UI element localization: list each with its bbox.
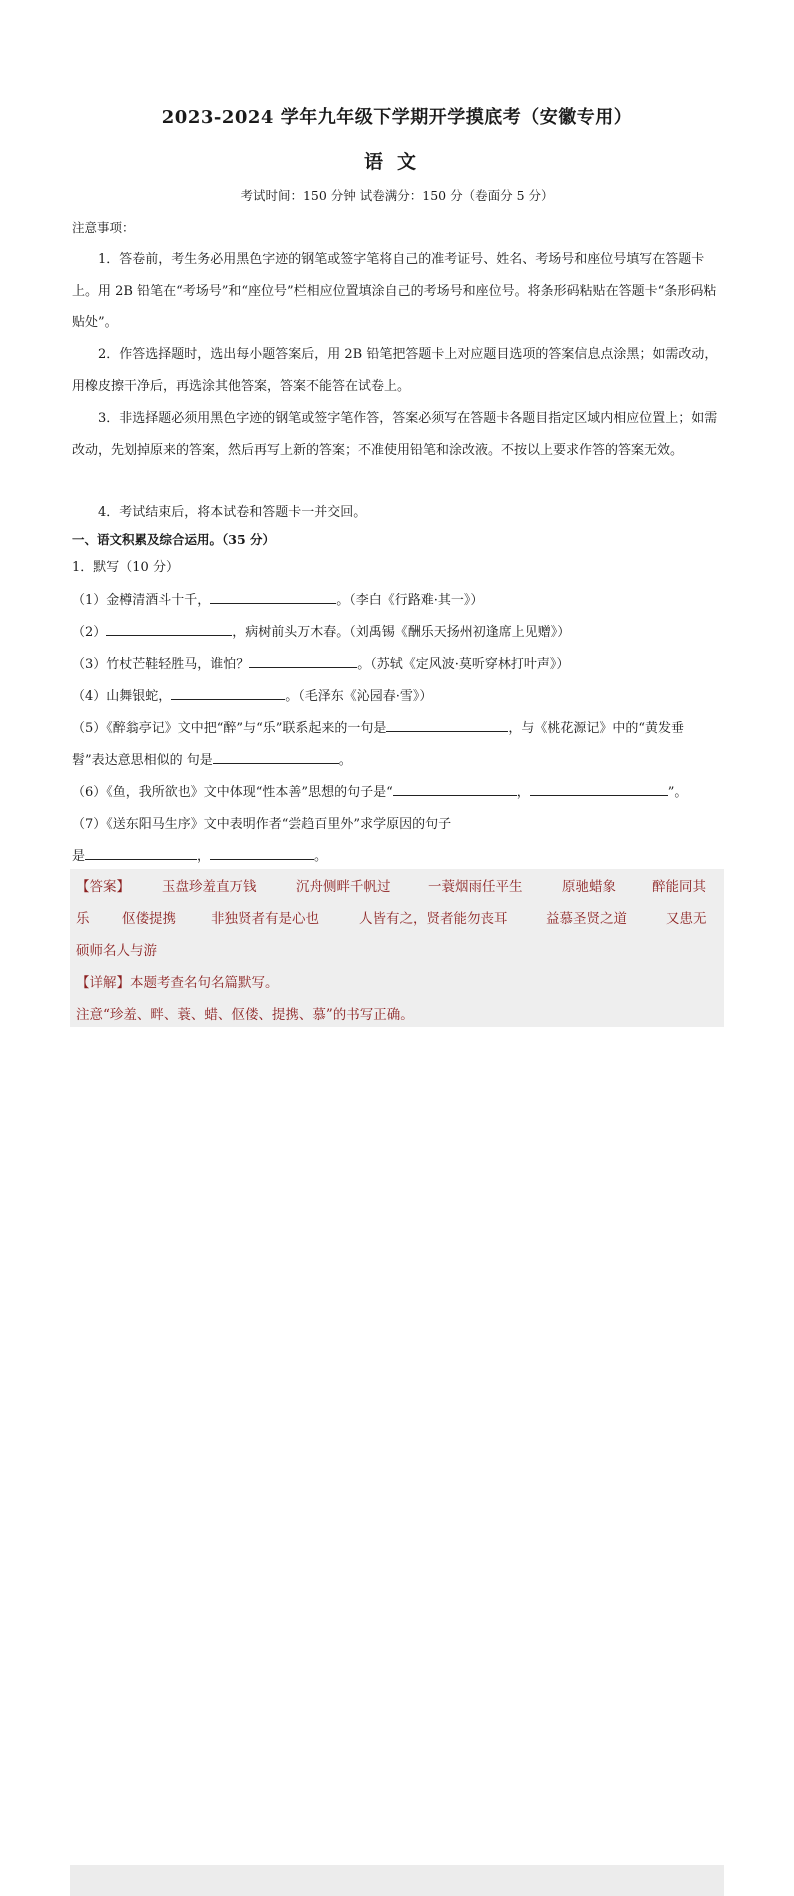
q5-before: 《醉翁亭记》文中把“醉”与“乐”联系起来的一句是 <box>106 721 387 736</box>
question-title: 1．默写（10 分） <box>72 560 179 575</box>
q2-after: ，病树前头万木春。（刘禹锡《酬乐天扬州初逢席上见赠》） <box>232 625 571 640</box>
note-text: 注意“珍羞、畔、蓑、蜡、伛偻、提携、慕”的书写正确。 <box>76 1007 414 1023</box>
question-1-6 <box>72 781 724 800</box>
answer-item: 非独贤者有是心也 <box>211 911 319 927</box>
notice-text-1: 1．答卷前，考生务必用黑色字迹的钢笔或签字笔将自己的准考证号、姓名、考场号和座位号填写在答题卡上。用 2B 铅笔在“考场号”和“座位号”栏相应位置填涂自己的考场号和座位号。将条形码粘贴在答题卡“条形码粘贴处”。 <box>72 252 717 330</box>
q6-after: ”。 <box>667 785 688 800</box>
answer-blank[interactable] <box>171 686 285 700</box>
notice-item-1 <box>72 244 724 339</box>
answer-tag: 【答案】 <box>76 879 130 895</box>
q3-before: 竹杖芒鞋轻胜马，谁怕？ <box>106 657 250 672</box>
q5-line2-before: 髫”表达意思相似的 句是 <box>72 753 213 768</box>
question-1-3 <box>72 653 724 672</box>
notice-text-2: 2．作答选择题时，选出每小题答案后，用 2B 铅笔把答题卡上对应题目选项的答案信息点涂黑；如需改动，用橡皮擦干净后，再选涂其他答案，答案不能答在试卷上。 <box>72 347 718 394</box>
question-1-4 <box>72 685 724 704</box>
answer-item: 硕师名人与游 <box>76 943 157 959</box>
notice-text-4: 4．考试结束后，将本试卷和答题卡一并交回。 <box>98 505 367 520</box>
exam-meta: 考试时间：150 分钟 试卷满分：150 分（卷面分 5 分） <box>240 188 554 203</box>
notice-item-3 <box>72 403 724 466</box>
q7-num: （7） <box>72 817 107 832</box>
detail-text: 本题考查名句名篇默写。 <box>130 975 279 991</box>
q7-before: 《送东阳马生序》文中表明作者“尝趋百里外”求学原因的句子 <box>106 817 452 832</box>
question-1-7 <box>72 813 724 832</box>
detail-tag: 【详解】 <box>76 975 130 991</box>
notice-text-3: 3．非选择题必须用黑色字迹的钢笔或签字笔作答，答案必须写在答题卡各题目指定区域内相应位置上；如需改动，先划掉原来的答案，然后再写上新的答案；不准使用铅笔和涂改液。不按以上要求作答的答案无效。 <box>72 411 718 458</box>
q4-num: （4） <box>72 689 107 704</box>
answer-item: 醉能同其 <box>652 879 706 895</box>
answer-item: 又患无 <box>666 911 707 927</box>
q1-before: 金樽清酒斗十千， <box>106 593 211 608</box>
answer-blank[interactable] <box>386 718 508 732</box>
answer-blank[interactable] <box>393 782 517 796</box>
answer-item: 沉舟侧畔千帆过 <box>296 879 391 895</box>
question-1-5 <box>72 717 724 736</box>
notice-heading: 注意事项： <box>72 220 135 235</box>
notice-item-2 <box>72 339 724 402</box>
answer-blank[interactable] <box>85 846 197 860</box>
q6-middle: ， <box>516 785 530 800</box>
q6-before: 《鱼，我所欲也》文中体现“性本善”思想的句子是“ <box>106 785 393 800</box>
detail-row <box>76 971 279 991</box>
question-1-1 <box>72 589 724 608</box>
q3-after: 。（苏轼《定风波·莫听穿林打叶声》） <box>357 657 570 672</box>
answer-item: 益慕圣贤之道 <box>546 911 627 927</box>
question-1-7-cont <box>72 845 724 864</box>
q5-line2-after: 。 <box>338 753 352 768</box>
q1-num: （1） <box>72 593 107 608</box>
q6-num: （6） <box>72 785 107 800</box>
answer-row-1 <box>76 875 718 899</box>
q5-num: （5） <box>72 721 107 736</box>
q2-num: （2） <box>72 625 107 640</box>
q3-num: （3） <box>72 657 107 672</box>
section-heading: 一、语文积累及综合运用。（35 分） <box>72 532 275 547</box>
answer-blank[interactable] <box>106 622 232 636</box>
q7-line2-after: 。 <box>314 849 328 864</box>
answer-blank[interactable] <box>530 782 668 796</box>
question-1-2 <box>72 621 724 640</box>
q7-line2-middle: ， <box>197 849 211 864</box>
answer-box <box>70 869 724 1027</box>
q1-after: 。（李白《行路难·其一》） <box>336 593 484 608</box>
q4-before: 山舞银蛇， <box>106 689 172 704</box>
q7-line2-before: 是 <box>72 849 86 864</box>
answer-item: 乐 <box>76 911 90 927</box>
answer-blank[interactable] <box>249 654 357 668</box>
question-1-5-cont <box>72 749 724 768</box>
q5-middle: ，与《桃花源记》中的“黄发垂 <box>508 721 685 736</box>
answer-blank[interactable] <box>210 590 336 604</box>
note-bar <box>70 1865 724 1896</box>
notice-item-4 <box>72 497 724 529</box>
exam-title: 2023-2024 学年九年级下学期开学摸底考（安徽专用） <box>161 107 633 128</box>
subject-title: 语文 <box>363 151 430 173</box>
answer-item: 原驰蜡象 <box>562 879 616 895</box>
answer-item: 玉盘珍羞直万钱 <box>162 879 257 895</box>
note-row <box>76 1003 414 1023</box>
answer-item: 一蓑烟雨任平生 <box>428 879 523 895</box>
answer-row-2 <box>76 907 718 931</box>
q4-after: 。（毛泽东《沁园春·雪》） <box>285 689 433 704</box>
answer-blank[interactable] <box>213 750 339 764</box>
answer-blank[interactable] <box>210 846 314 860</box>
answer-row-3 <box>76 939 718 963</box>
answer-item: 人皆有之，贤者能勿丧耳 <box>359 911 508 927</box>
answer-item: 伛偻提携 <box>122 911 176 927</box>
